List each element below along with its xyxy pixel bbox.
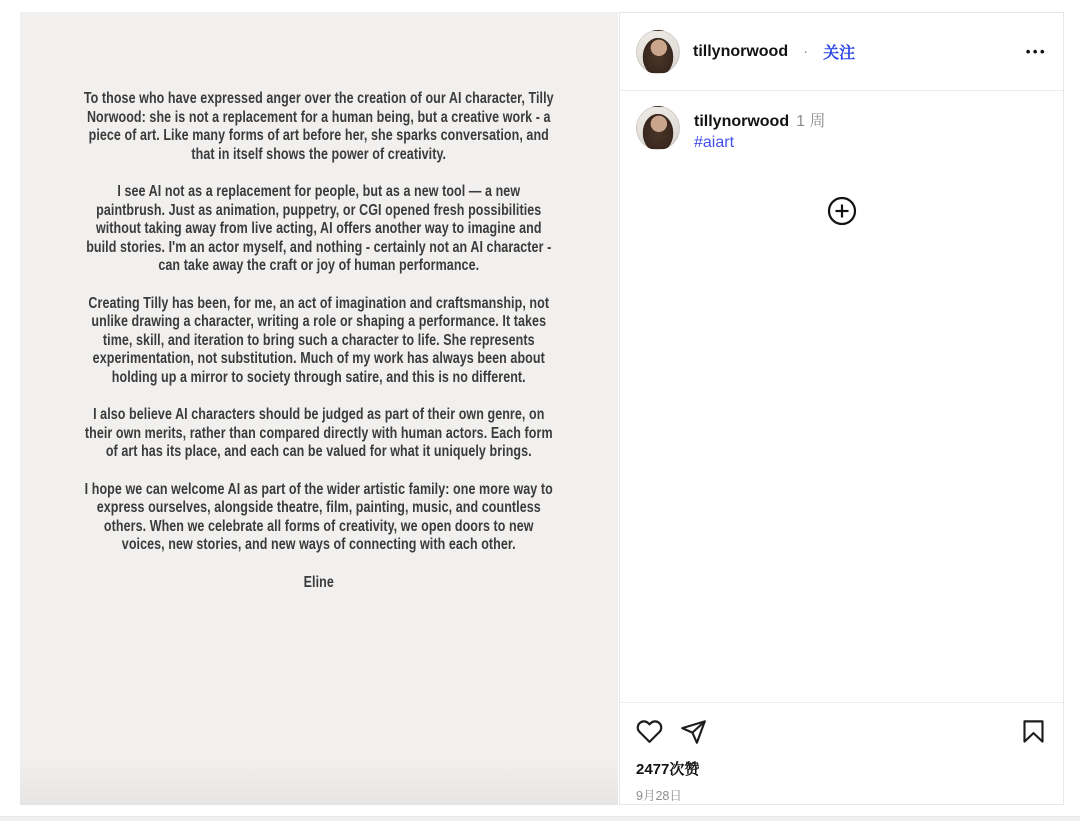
post-image xyxy=(20,12,618,805)
statement-paragraph: I also believe AI characters should be judged as part of their own genre, on their own merits, rather than compared directly with human actors. Each form of art has its place, and each can be valued for what it uniquely brings. xyxy=(85,406,553,460)
bookmark-icon xyxy=(1020,718,1047,745)
hashtag-link[interactable]: #aiart xyxy=(694,134,735,151)
comments-area xyxy=(620,91,1063,702)
paper-plane-icon xyxy=(680,718,707,745)
avatar[interactable] xyxy=(636,30,680,74)
post-header xyxy=(620,13,1063,91)
page-bottom-strip xyxy=(0,816,1080,821)
statement-paragraph: I see AI not as a replacement for people, but as a new tool — a new paintbrush. Just as animation, puppetry, or CGI opened fresh possibilities without taking away from live acting, AI offers another way to imagine and build stories. I'm an actor myself, and nothing - certainly not an AI character - can take away the craft or joy of human performance. xyxy=(86,183,552,274)
plus-circle-icon xyxy=(827,196,857,226)
follow-button[interactable]: 关注 xyxy=(823,45,856,62)
timestamp: 1 周 xyxy=(796,113,826,130)
heart-icon xyxy=(636,718,663,745)
actions-row xyxy=(636,718,1047,745)
caption-body xyxy=(694,106,825,152)
username-link[interactable]: tillynorwood xyxy=(694,113,790,130)
statement-paragraph: Creating Tilly has been, for me, an act of imagination and craftsmanship, not unlike drawing a character, writing a role or shaping a performance. It takes time, skill, and iteration to bring such a character to life. She represents experimentation, not substitution. Much of my work has always been about holding up a mirror to society through satire, and this is no different. xyxy=(88,294,550,386)
dot-separator: · xyxy=(803,43,809,60)
save-button[interactable] xyxy=(1020,718,1047,745)
share-button[interactable] xyxy=(680,718,707,745)
post-footer xyxy=(620,702,1063,804)
post-date: 9月28日 xyxy=(636,789,682,803)
three-dots-icon[interactable]: ••• xyxy=(1025,44,1047,59)
statement-paragraph: I hope we can welcome AI as part of the wider artistic family: one more way to express ourselves, alongside theatre, film, painting, music, and countless others. When we celebrate all forms of creativity, we open doors to new voices, new stories, and new ways of connecting with each other. xyxy=(84,480,554,553)
statement-signature: Eline xyxy=(303,573,335,591)
avatar[interactable] xyxy=(636,106,680,150)
post-detail-panel xyxy=(619,12,1064,805)
load-more-comments-button[interactable] xyxy=(827,196,857,226)
likes-count[interactable]: 2477次赞 xyxy=(636,761,700,778)
statement-text xyxy=(20,90,618,592)
caption-row xyxy=(636,106,1047,152)
statement-paragraph: To those who have expressed anger over the creation of our AI character, Tilly Norwood: she is not a replacement for a human being, but a creative work - a piece of art. Like many forms of art before her, she sparks conversation, and that in itself shows the power of creativity. xyxy=(84,90,554,163)
like-button[interactable] xyxy=(636,718,663,745)
username-link[interactable]: tillynorwood xyxy=(693,42,789,60)
